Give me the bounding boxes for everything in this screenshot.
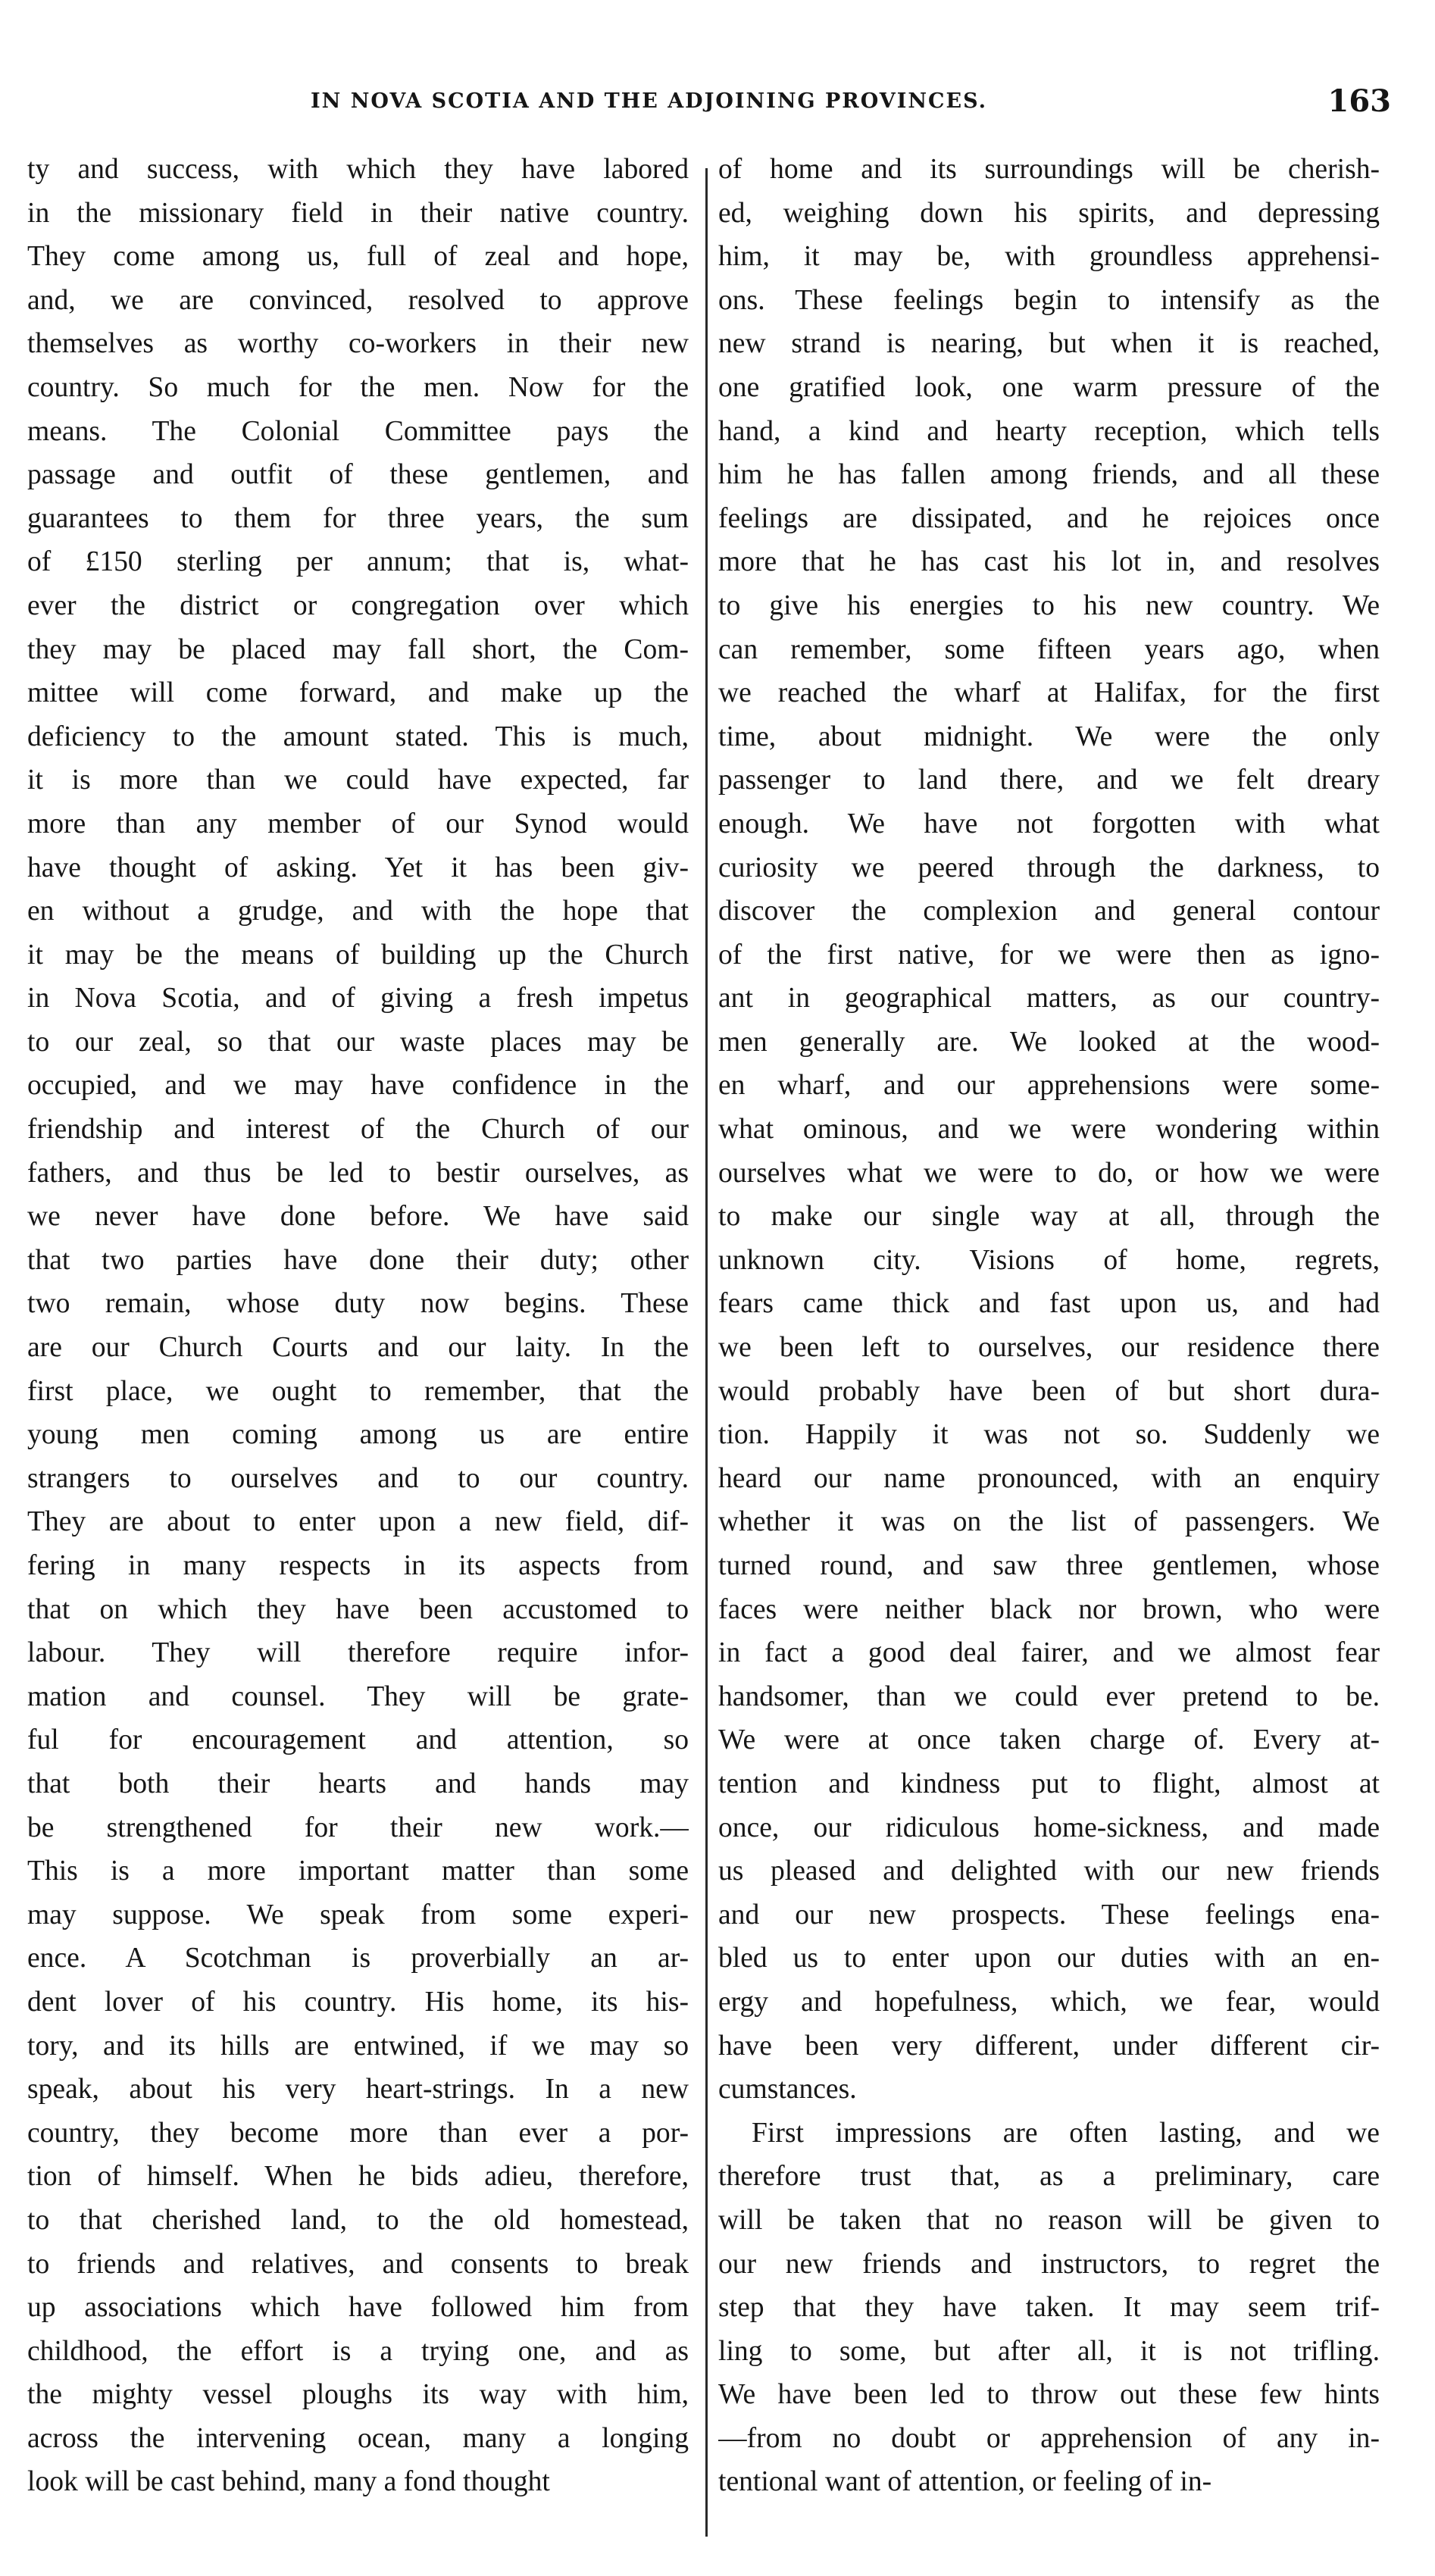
text-line: themselves as worthy co-workers in their new	[27, 328, 689, 360]
text-line: in fact a good deal fairer, and we almost fear	[718, 1637, 1380, 1669]
text-line: fathers, and thus be led to bestir ourselves, as	[27, 1157, 689, 1189]
text-line: means. The Colonial Committee pays the	[27, 415, 689, 447]
text-line: tory, and its hills are entwined, if we may so	[27, 2030, 689, 2062]
text-line: have been very different, under different cir-	[718, 2030, 1380, 2062]
text-line: passage and outfit of these gentlemen, and	[27, 459, 689, 491]
text-line: mation and counsel. They will be grate-	[27, 1680, 689, 1712]
text-line: are our Church Courts and our laity. In the	[27, 1332, 689, 1364]
text-line: guarantees to them for three years, the sum	[27, 502, 689, 534]
text-line: may suppose. We speak from some experi-	[27, 1899, 689, 1930]
text-line: the mighty vessel ploughs its way with him,	[27, 2379, 689, 2411]
text-line: to that cherished land, to the old homestead,	[27, 2204, 689, 2236]
text-line: to our zeal, so that our waste places may be	[27, 1026, 689, 1058]
text-line: ed, weighing down his spirits, and depressing	[718, 197, 1380, 229]
text-line: in Nova Scotia, and of giving a fresh impetus	[27, 983, 689, 1014]
text-line: new strand is nearing, but when it is reached,	[718, 328, 1380, 360]
text-line: would probably have been of but short dura-	[718, 1375, 1380, 1407]
text-line: our new friends and instructors, to regret the	[718, 2248, 1380, 2280]
text-line: it may be the means of building up the Church	[27, 939, 689, 971]
text-line: can remember, some fifteen years ago, when	[718, 633, 1380, 665]
running-head: IN NOVA SCOTIA AND THE ADJOINING PROVINCES.	[311, 89, 988, 113]
page-number: 163	[1327, 83, 1391, 119]
text-line: therefore trust that, as a preliminary, care	[718, 2161, 1380, 2193]
text-line: unknown city. Visions of home, regrets,	[718, 1244, 1380, 1276]
text-line: curiosity we peered through the darkness, to	[718, 852, 1380, 883]
text-line: tion of himself. When he bids adieu, therefore,	[27, 2161, 689, 2193]
text-line: feelings are dissipated, and he rejoices once	[718, 502, 1380, 534]
text-line: that on which they have been accustomed to	[27, 1593, 689, 1625]
text-line: tentional want of attention, or feeling of in-	[718, 2466, 1212, 2498]
text-line: they may be placed may fall short, the Com-	[27, 633, 689, 665]
text-line: we never have done before. We have said	[27, 1201, 689, 1233]
text-line: to friends and relatives, and consents to break	[27, 2248, 689, 2280]
page-header	[23, 83, 1405, 129]
text-line: We have been led to throw out these few hints	[718, 2379, 1380, 2411]
text-line: us pleased and delighted with our new friends	[718, 1855, 1380, 1887]
text-line: ence. A Scotchman is proverbially an ar-	[27, 1943, 689, 1974]
text-line: labour. They will therefore require infor-	[27, 1637, 689, 1669]
text-line: to make our single way at all, through the	[718, 1201, 1380, 1233]
text-line: whether it was on the list of passengers. We	[718, 1506, 1380, 1538]
text-line: time, about midnight. We were the only	[718, 721, 1380, 752]
text-line: have thought of asking. Yet it has been giv-	[27, 852, 689, 883]
text-line: This is a more important matter than some	[27, 1855, 689, 1887]
text-line: ourselves what we were to do, or how we were	[718, 1157, 1380, 1189]
text-line: First impressions are often lasting, and we	[752, 2117, 1380, 2149]
text-line: it is more than we could have expected, far	[27, 764, 689, 796]
text-line: and our new prospects. These feelings ena-	[718, 1899, 1380, 1930]
text-line: in the missionary field in their native country.	[27, 197, 689, 229]
text-line: and, we are convinced, resolved to approve	[27, 284, 689, 316]
text-line: ling to some, but after all, it is not trifling.	[718, 2335, 1380, 2367]
text-line: more that he has cast his lot in, and resolves	[718, 546, 1380, 578]
text-line: fears came thick and fast upon us, and had	[718, 1288, 1380, 1320]
text-line: will be taken that no reason will be given to	[718, 2204, 1380, 2236]
text-line: tion. Happily it was not so. Suddenly we	[718, 1419, 1380, 1451]
right-column	[718, 148, 1380, 2504]
text-line: country. So much for the men. Now for the	[27, 371, 689, 403]
text-line: of the first native, for we were then as igno-	[718, 939, 1380, 971]
text-line: across the intervening ocean, many a longing	[27, 2422, 689, 2454]
text-line: to give his energies to his new country. We	[718, 589, 1380, 621]
text-line: strangers to ourselves and to our country.	[27, 1462, 689, 1494]
text-line: en without a grudge, and with the hope that	[27, 896, 689, 927]
text-line: mittee will come forward, and make up the	[27, 677, 689, 709]
text-line: deficiency to the amount stated. This is much,	[27, 721, 689, 752]
text-line: ful for encouragement and attention, so	[27, 1724, 689, 1756]
text-line: more than any member of our Synod would	[27, 808, 689, 839]
text-line: that both their hearts and hands may	[27, 1768, 689, 1799]
text-line: be strengthened for their new work.—	[27, 1812, 689, 1843]
text-line: ergy and hopefulness, which, we fear, would	[718, 1986, 1380, 2018]
text-line: tention and kindness put to flight, almost at	[718, 1768, 1380, 1799]
text-line: ty and success, with which they have labored	[27, 154, 689, 185]
text-line: occupied, and we may have confidence in the	[27, 1070, 689, 1102]
text-line: hand, a kind and hearty reception, which tells	[718, 415, 1380, 447]
text-line: enough. We have not forgotten with what	[718, 808, 1380, 839]
text-line: him he has fallen among friends, and all these	[718, 459, 1380, 491]
text-line: ons. These feelings begin to intensify as the	[718, 284, 1380, 316]
text-line: handsomer, than we could ever pretend to be.	[718, 1680, 1380, 1712]
text-line: we reached the wharf at Halifax, for the first	[718, 677, 1380, 709]
text-line: passenger to land there, and we felt dreary	[718, 764, 1380, 796]
text-line: him, it may be, with groundless apprehensi-	[718, 241, 1380, 273]
text-line: one gratified look, one warm pressure of the	[718, 371, 1380, 403]
text-line: that two parties have done their duty; other	[27, 1244, 689, 1276]
column-divider	[705, 168, 708, 2537]
text-line: men generally are. We looked at the wood-	[718, 1026, 1380, 1058]
text-line: of home and its surroundings will be cherish-	[718, 154, 1380, 185]
text-line: young men coming among us are entire	[27, 1419, 689, 1451]
text-line: ant in geographical matters, as our country-	[718, 983, 1380, 1014]
text-line: cumstances.	[718, 2074, 857, 2106]
text-line: We were at once taken charge of. Every at-	[718, 1724, 1380, 1756]
text-line: fering in many respects in its aspects from	[27, 1550, 689, 1581]
text-line: friendship and interest of the Church of our	[27, 1114, 689, 1146]
text-line: —from no doubt or apprehension of any in-	[718, 2422, 1380, 2454]
text-line: childhood, the effort is a trying one, and as	[27, 2335, 689, 2367]
text-line: discover the complexion and general contour	[718, 896, 1380, 927]
text-line: bled us to enter upon our duties with an en-	[718, 1943, 1380, 1974]
text-line: step that they have taken. It may seem trif-	[718, 2292, 1380, 2324]
text-line: faces were neither black nor brown, who were	[718, 1593, 1380, 1625]
text-line: turned round, and saw three gentlemen, whose	[718, 1550, 1380, 1581]
text-line: we been left to ourselves, our residence there	[718, 1332, 1380, 1364]
text-line: first place, we ought to remember, that the	[27, 1375, 689, 1407]
text-line: look will be cast behind, many a fond thought	[27, 2466, 550, 2498]
text-line: en wharf, and our apprehensions were some-	[718, 1070, 1380, 1102]
text-line: two remain, whose duty now begins. These	[27, 1288, 689, 1320]
text-line: what ominous, and we were wondering within	[718, 1114, 1380, 1146]
left-column	[27, 148, 689, 2504]
text-line: They come among us, full of zeal and hope,	[27, 241, 689, 273]
text-line: speak, about his very heart-strings. In a new	[27, 2074, 689, 2106]
text-line: country, they become more than ever a por-	[27, 2117, 689, 2149]
text-line: once, our ridiculous home-sickness, and made	[718, 1812, 1380, 1843]
text-line: of £150 sterling per annum; that is, what-	[27, 546, 689, 578]
text-line: They are about to enter upon a new field, dif-	[27, 1506, 689, 1538]
text-line: ever the district or congregation over which	[27, 589, 689, 621]
text-line: up associations which have followed him from	[27, 2292, 689, 2324]
text-line: dent lover of his country. His home, its his-	[27, 1986, 689, 2018]
text-line: heard our name pronounced, with an enquiry	[718, 1462, 1380, 1494]
